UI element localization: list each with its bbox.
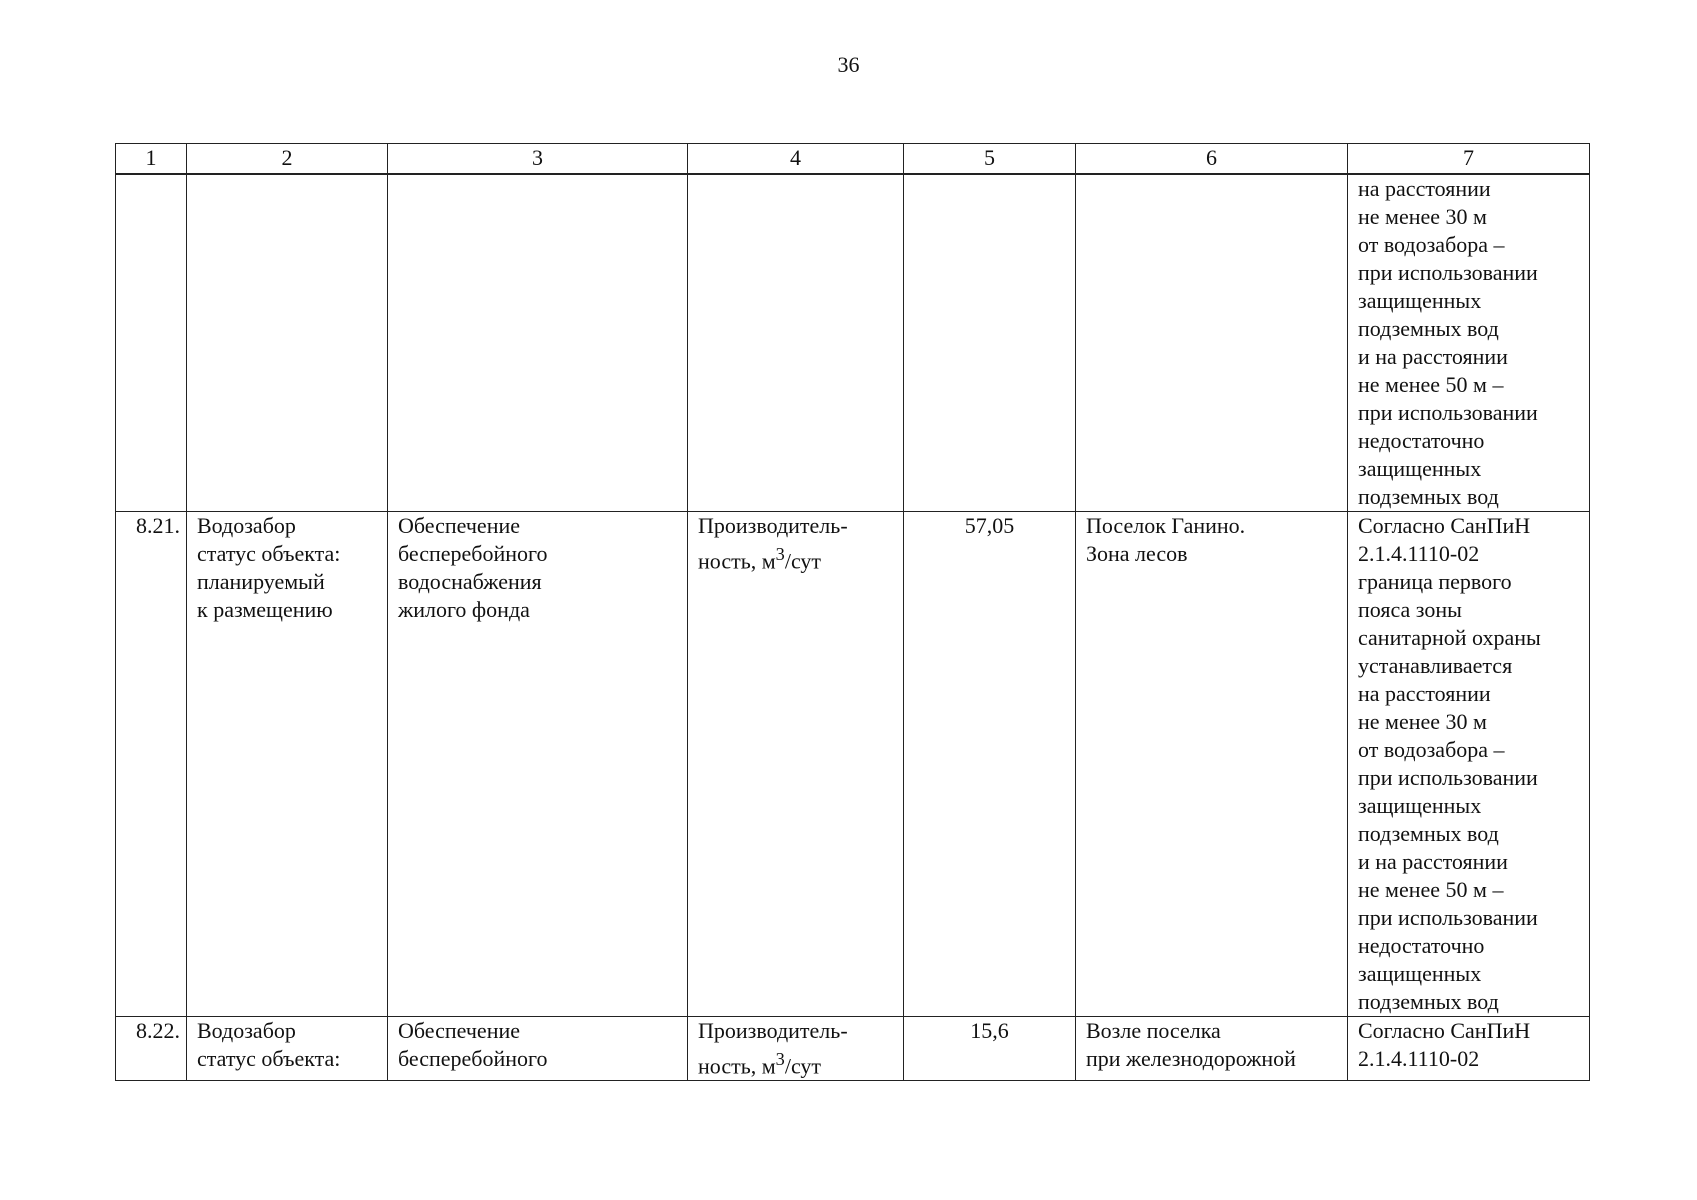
table-body [116,174,1590,1081]
header-row [116,144,1590,175]
cell-characteristic [688,174,904,512]
cell-purpose: Обеспечение бесперебойного водоснабжения жилого фонда [388,512,688,1017]
cell-purpose [388,174,688,512]
cell-characteristic: Производитель- ность, $м^3$/сут [688,1017,904,1081]
column-header-4: 4 [688,144,904,175]
cell-characteristic: Производитель- ность, $м^3$/сут [688,512,904,1017]
cell-number: 8.22. [116,1017,187,1081]
cell-object-name: Водозабор статус объекта: [187,1017,388,1081]
cell-zone-info: Согласно СанПиН 2.1.4.1110-02 граница первого пояса зоны санитарной охраны устанавливается на расстоянии не менее 30 м от водозабора – при использовании защищенных подземных вод и на расстоянии не менее 50 м – при использовании недостаточно защищенных подземных вод [1348,512,1590,1017]
page-number: 36 [837,52,860,77]
cell-location: Поселок Ганино. Зона лесов [1076,512,1348,1017]
cell-location: Возле поселка при железнодорожной [1076,1017,1348,1081]
data-table [115,143,1590,1081]
cell-number: 8.21. [116,512,187,1017]
cell-purpose: Обеспечение бесперебойного [388,1017,688,1081]
cell-value: 57,05 [904,512,1076,1017]
column-header-1: 1 [116,144,187,175]
column-header-5: 5 [904,144,1076,175]
column-header-3: 3 [388,144,688,175]
column-header-7: 7 [1348,144,1590,175]
table-row-8-21 [116,512,1590,1017]
cell-value: 15,6 [904,1017,1076,1081]
cell-object-name: Водозабор статус объекта: планируемый к размещению [187,512,388,1017]
cell-value [904,174,1076,512]
zone-info-text: на расстоянии не менее 30 м от водозабора – при использовании защищенных подземных вод и на расстоянии не менее 50 м – при использовании недостаточно защищенных подземных вод [1358,176,1538,509]
table-row-continuation [116,174,1590,512]
cell-object-name [187,174,388,512]
table-header [116,144,1590,175]
table-row-8-22 [116,1017,1590,1081]
cell-location [1076,174,1348,512]
cell-zone-info: Согласно СанПиН 2.1.4.1110-02 [1348,1017,1590,1081]
column-header-2: 2 [187,144,388,175]
column-header-6: 6 [1076,144,1348,175]
unit-superscript: 3 [775,1049,785,1069]
cell-number [116,174,187,512]
unit-superscript: 3 [775,544,785,564]
cell-zone-info [1348,174,1590,512]
